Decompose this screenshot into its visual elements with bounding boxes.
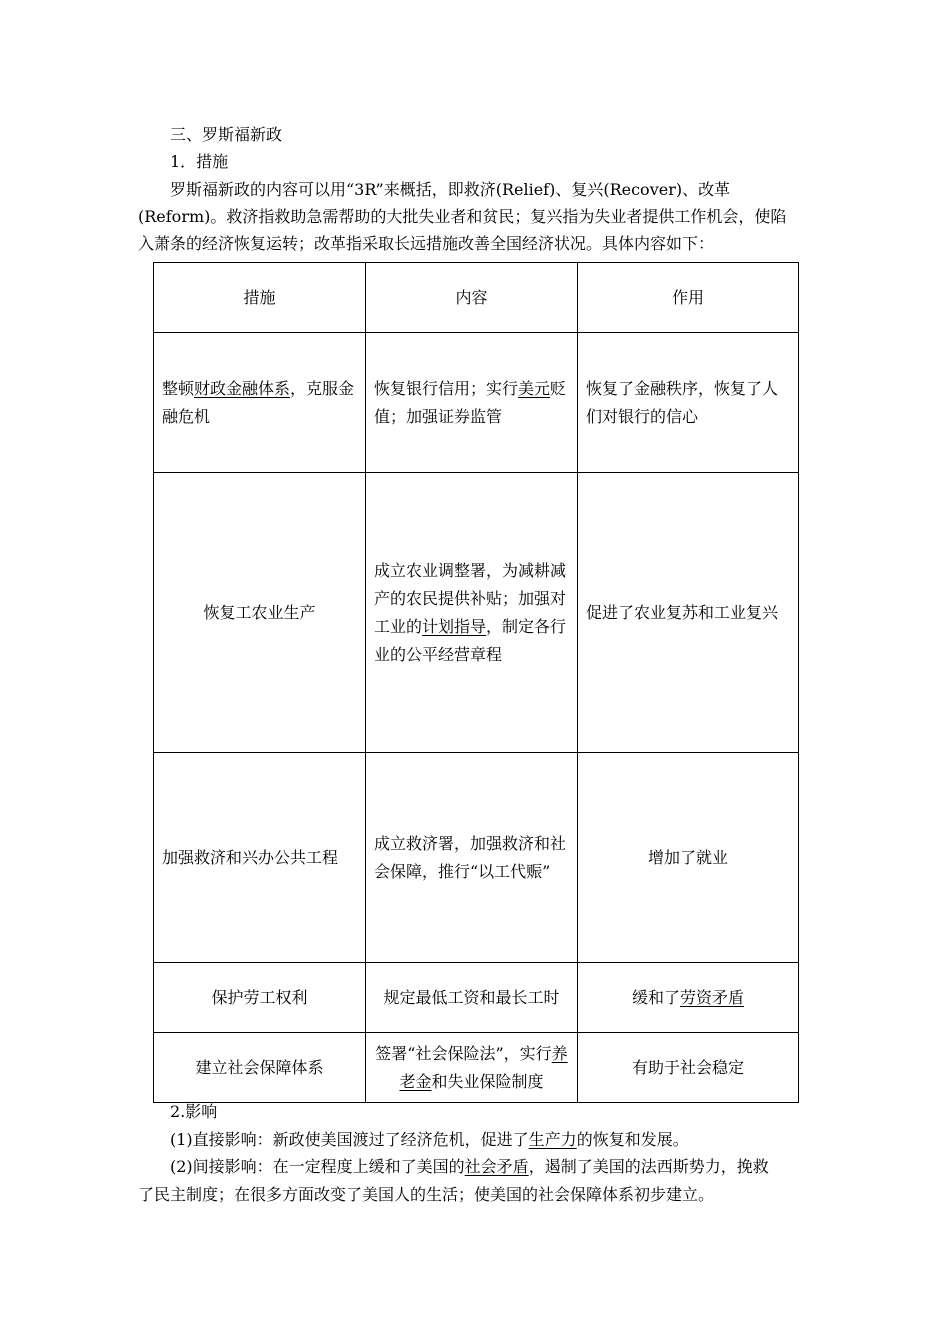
cell-content: 规定最低工资和最长工时 — [366, 963, 578, 1033]
cell-content — [366, 333, 578, 473]
subheading-measures: 1．措施 — [170, 152, 229, 171]
cell-content: 成立救济署，加强救济和社会保障，推行“以工代赈” — [366, 753, 578, 963]
cell-measure: 恢复工农业生产 — [154, 473, 366, 753]
cell-content — [366, 473, 578, 753]
intro-paragraph-line-2: (Reform)。救济指救助急需帮助的大批失业者和贫民；复兴指为失业者提供工作机会，使陷 — [138, 207, 787, 226]
text: (1)直接影响：新政使美国渡过了经济危机，促进了 — [170, 1130, 529, 1149]
table-row — [154, 473, 799, 753]
table-row — [154, 963, 799, 1033]
header-content: 内容 — [366, 263, 578, 333]
text: 整顿 — [162, 378, 195, 398]
underlined-term: 生产力 — [528, 1130, 577, 1149]
intro-paragraph-line-3: 入萧条的经济恢复运转；改革指采取长远措施改善全国经济状况。具体内容如下： — [138, 234, 715, 253]
table-row — [154, 1033, 799, 1103]
underlined-term: 劳资矛盾 — [680, 987, 745, 1007]
cell-effect: 有助于社会稳定 — [578, 1033, 799, 1103]
underlined-term: 财政金融体系 — [194, 378, 291, 398]
intro-paragraph-line-1: 罗斯福新政的内容可以用“3R”来概括，即救济(Relief)、复兴(Recover)、改革 — [170, 180, 731, 199]
cell-effect: 恢复了金融秩序，恢复了人们对银行的信心 — [578, 333, 799, 473]
text: 恢复银行信用；实行 — [374, 378, 519, 398]
cell-measure: 加强救济和兴办公共工程 — [154, 753, 366, 963]
table-row — [154, 753, 799, 963]
text: 的恢复和发展。 — [576, 1130, 689, 1149]
impact-indirect-line-1 — [170, 1157, 769, 1177]
cell-measure: 建立社会保障体系 — [154, 1033, 366, 1103]
cell-measure — [154, 333, 366, 473]
text: ，克服金融危机 — [162, 378, 355, 426]
text: 缓和了 — [631, 987, 680, 1007]
new-deal-measures-table — [153, 262, 799, 1103]
underlined-term: 计划指导 — [422, 616, 487, 636]
underlined-term: 美元 — [518, 378, 551, 398]
impact-direct — [170, 1130, 689, 1150]
cell-effect — [578, 963, 799, 1033]
cell-effect: 增加了就业 — [578, 753, 799, 963]
text: 和失业保险制度 — [431, 1071, 544, 1091]
cell-measure: 保护劳工权利 — [154, 963, 366, 1033]
table-header-row — [154, 263, 799, 333]
header-effect: 作用 — [578, 263, 799, 333]
text: 贬值；加强证券监管 — [374, 378, 567, 426]
text: 签署“社会保险法”，实行 — [375, 1043, 552, 1063]
cell-effect: 促进了农业复苏和工业复兴 — [578, 473, 799, 753]
cell-content — [366, 1033, 578, 1103]
text: ，制定各行业的公平经营章程 — [374, 616, 567, 664]
text: 成立农业调整署，为减耕减产的农民提供补贴；加强对工业的 — [374, 560, 567, 636]
section-heading: 三、罗斯福新政 — [170, 125, 283, 144]
header-measure: 措施 — [154, 263, 366, 333]
underlined-term: 社会矛盾 — [464, 1157, 529, 1176]
underlined-term: 养老金 — [399, 1043, 568, 1091]
table-row — [154, 333, 799, 473]
impact-indirect-line-2: 了民主制度；在很多方面改变了美国人的生活；使美国的社会保障体系初步建立。 — [138, 1185, 715, 1204]
text: ，遏制了美国的法西斯势力，挽救 — [528, 1157, 769, 1176]
impact-title: 2.影响 — [170, 1102, 218, 1121]
text: (2)间接影响：在一定程度上缓和了美国的 — [170, 1157, 465, 1176]
